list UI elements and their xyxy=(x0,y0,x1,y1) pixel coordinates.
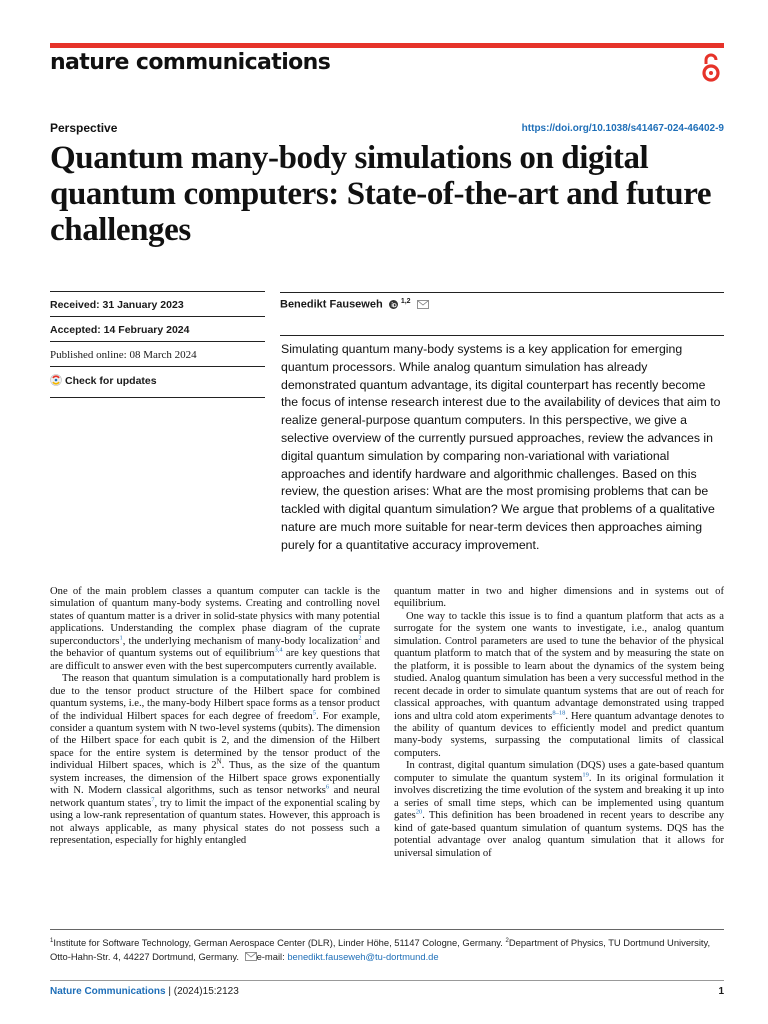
email-link[interactable]: benedikt.fauseweh@tu-dortmund.de xyxy=(287,951,439,963)
citation-link[interactable]: 1 xyxy=(119,634,123,642)
author-affiliations: 1,2 xyxy=(400,298,411,305)
doi-link[interactable]: https://doi.org/10.1038/s41467-024-46402-9 xyxy=(521,123,724,134)
received-date: Received: 31 January 2023 xyxy=(50,291,265,316)
footer-divider xyxy=(50,980,724,981)
exponent: N xyxy=(216,757,222,766)
paragraph: One of the main problem classes a quantum computer can tackle is the simulation of quantum many-body systems. Creating and controlling novel states of quantum matter is a driver in solid-state physics with many potential applications. Understanding the complex phase diagram of the cuprate superconductors$^1$, the underlying mechanism of many-body localization$^2$ and the behavior of quantum systems out of equilibrium$^{3,4}$ are key questions that are difficult to answer even with the best supercomputers currently available. xyxy=(50,586,380,672)
paragraph: One way to tackle this issue is to find a quantum platform that acts as a surrogate for the system one wants to investigate, i.e., analog quantum simulation. Control parameters are used to tune the behavior of the physical quantum platform to match that of the system and by measuring the state on the platform, it is possible to learn about the dynamics of the system being studied. Analog quantum simulation has been a very successful method in the recent decade in order to simulate quantum systems that are out of reach for classical approaches, with quantum advantage demonstrated using trapped ions and ultra cold atom experiments$^{8-18}$. Here quantum advantage denotes to the ability of quantum devices to efficiently model and predict quantum many-body systems, surpassing the computational limits of classical computers. xyxy=(394,610,724,759)
open-access-icon[interactable] xyxy=(700,52,722,84)
footnote-divider xyxy=(50,929,724,930)
affiliation-footnote: $^1$Institute for Software Technology, German Aerospace Center (DLR), Linder Höhe, 51147 Cologne, Germany. $^2$Department of Physics, TU Dortmund University, Otto-Hahn-Str. 4, 44227 Dortmund, Germany. e-mail: benedikt.fauseweh@tu-dortmund.de xyxy=(50,937,711,963)
body-column-right xyxy=(394,586,724,860)
journal-name: nature communications xyxy=(50,50,331,75)
journal-header-bar xyxy=(50,43,724,48)
page-number: 1 xyxy=(718,986,724,997)
citation-link[interactable]: 20 xyxy=(415,808,423,816)
orcid-icon[interactable] xyxy=(389,300,398,309)
citation-link[interactable]: 19 xyxy=(582,771,589,779)
paragraph: In contrast, digital quantum simulation (DQS) uses a gate-based quantum computer to simulate the quantum system$^{19}$. In its original formulation it involves discretizing the time evolution of the system and breaking it up into a series of small time steps, which can be implemented using quantum gates$^{20}$. This definition has been broadened in recent years to describe any kind of gate-based quantum simulation of quantum systems. DQS has the potential advantage over analog quantum simulation that it allows for universal simulation of xyxy=(394,760,724,859)
citation-link[interactable]: 6 xyxy=(325,783,330,791)
paragraph: quantum matter in two and higher dimensions and in systems out of equilibrium. xyxy=(394,586,724,610)
footer-journal-link[interactable]: Nature Communications xyxy=(50,986,166,997)
check-for-updates[interactable]: Check for updates xyxy=(50,366,265,398)
paragraph: The reason that quantum simulation is a computationally hard problem is due to the tensor product structure of the Hilbert space for combined quantum systems, i.e., the many-body Hilbert space forms as a tensor product of the individual Hilbert spaces for each degree of freedom$^5$. For example, consider a quantum system with N two-level systems (qubits). The dimension of the Hilbert space for each qubit is 2, and the dimension of the Hilbert space for the entire system is determined by the tensor product of the individual Hilbert spaces, which is $2^N$. Thus, as the size of the quantum system increases, the dimension of the Hilbert space grows exponentially with N. Modern classical algorithms, such as tensor networks$^6$ and neural network quantum states$^7$, try to limit the impact of the exponential scaling by using a low-rank representation of quantum states. However, this approach is not always applicable, as many physical states do not possess such a representation, especially for highly entangled xyxy=(50,673,381,847)
email-icon[interactable] xyxy=(417,300,429,309)
citation-link[interactable]: 8–18 xyxy=(552,709,566,716)
abstract: Simulating quantum many-body systems is a key application for emerging quantum processors. While analog quantum simulation has already demonstrated quantum advantage, its digital counterpart has recently become the focus of intense research interest due to the availability of devices that aim to realize general-purpose quantum computers. In this perspective, we give a selective overview of the currently pursued approaches, review the advances in digital quantum simulation by comparing non-variational with variational approaches and identify hardware and algorithmic challenges. Based on this review, the question arises: What are the most promising problems that can be tackled with digital quantum simulation? We argue that problems of a qualitative nature are much more suitable for near-term devices then approaches aiming purely for a quantitative accuracy improvement. xyxy=(281,342,721,552)
article-type: Perspective xyxy=(50,121,118,135)
citation-link[interactable]: 2 xyxy=(358,634,362,642)
footer-citation: Nature Communications | (2024)15:2123 xyxy=(50,986,239,997)
email-icon xyxy=(245,952,257,961)
page-title: Quantum many-body simulations on digital quantum computers: State-of-the-art and future challenges xyxy=(50,140,712,248)
author-line xyxy=(280,292,724,311)
published-date: Published online: 08 March 2024 xyxy=(50,341,265,366)
check-updates-icon xyxy=(50,374,62,386)
abstract-divider xyxy=(280,335,724,336)
author-name[interactable]: Benedikt Fauseweh xyxy=(280,298,383,311)
citation-link[interactable]: 7 xyxy=(151,796,155,804)
accepted-date: Accepted: 14 February 2024 xyxy=(50,316,265,341)
citation-link[interactable]: 5 xyxy=(312,709,317,716)
citation-link[interactable]: 3,4 xyxy=(274,646,283,654)
body-column-left xyxy=(50,586,380,848)
